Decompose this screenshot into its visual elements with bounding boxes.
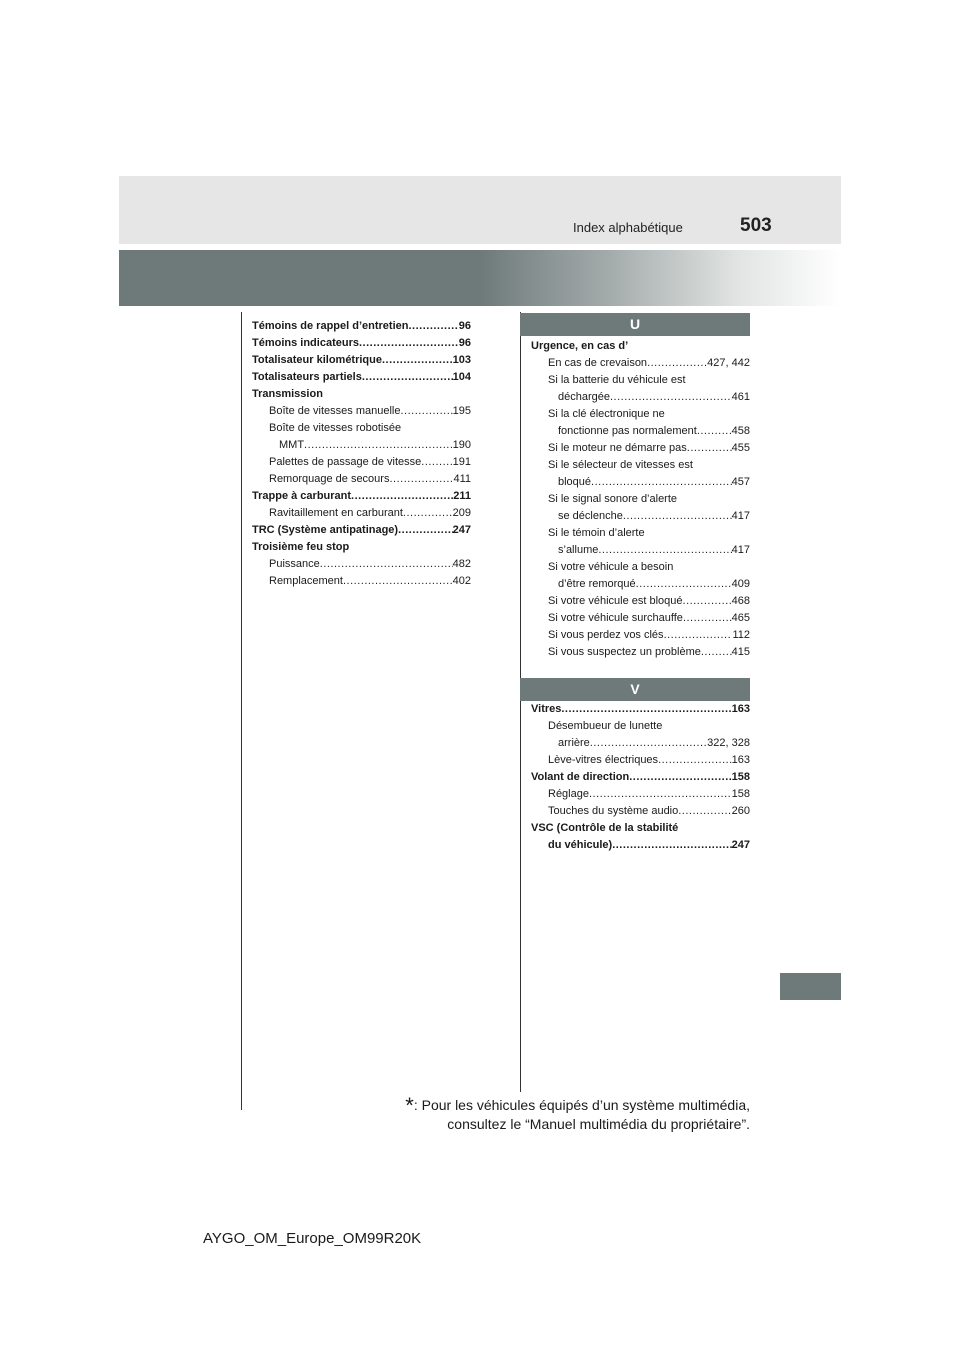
- index-entry: [531, 593, 750, 610]
- index-entry: [252, 420, 471, 437]
- index-entry-label: Si le témoin d’alerte: [548, 527, 645, 539]
- leader-dots: [664, 627, 733, 644]
- index-entry: [252, 556, 471, 573]
- index-entry-page: 247: [452, 524, 471, 536]
- index-entry-label: Trappe à carburant: [252, 490, 352, 502]
- index-entry-page: 465: [731, 612, 750, 624]
- index-entry-page: 417: [731, 544, 750, 556]
- section-title: Index alphabétique: [573, 220, 683, 235]
- index-entry-label: Remplacement: [269, 575, 343, 587]
- leader-dots: [697, 423, 732, 440]
- index-entry-label: du véhicule): [548, 839, 613, 851]
- index-entry: [252, 318, 471, 335]
- leader-dots: [683, 593, 732, 610]
- index-entry-page: 455: [731, 442, 750, 454]
- index-entry-page: 209: [452, 507, 471, 519]
- leader-dots: [636, 576, 732, 593]
- leader-dots: [590, 735, 707, 752]
- index-entry-label: Troisième feu stop: [252, 541, 350, 553]
- index-entry: [531, 423, 750, 440]
- index-entry-page: 163: [731, 703, 750, 715]
- index-entry-label: Urgence, en cas d’: [531, 340, 629, 352]
- leader-dots: [362, 369, 453, 386]
- leader-dots: [687, 440, 732, 457]
- index-entry: [531, 389, 750, 406]
- index-entry: [531, 406, 750, 423]
- footnote: [405, 1093, 750, 1134]
- index-entry-label: s’allume: [558, 544, 599, 556]
- index-entry-label: d’être remorqué: [558, 578, 636, 590]
- index-entry-label: TRC (Système antipatinage): [252, 524, 399, 536]
- index-entry-page: 260: [731, 805, 750, 817]
- right-column-rule: [520, 312, 521, 1092]
- page-number: 503: [740, 215, 772, 236]
- index-entry-label: Boîte de vitesses robotisée: [269, 422, 402, 434]
- leader-dots: [389, 471, 453, 488]
- index-column-v: [531, 701, 750, 854]
- index-entry: [252, 539, 471, 556]
- leader-dots: [658, 752, 732, 769]
- leader-dots: [403, 505, 453, 522]
- index-entry-page: 411: [453, 473, 471, 485]
- index-entry-label: Si la clé électronique ne: [548, 408, 665, 420]
- index-entry: [252, 488, 471, 505]
- leader-dots: [421, 454, 452, 471]
- leader-dots: [647, 355, 707, 372]
- leader-dots: [561, 701, 731, 718]
- index-entry-page: 195: [452, 405, 471, 417]
- index-entry: [531, 474, 750, 491]
- index-entry-page: 417: [731, 510, 750, 522]
- index-entry: [252, 352, 471, 369]
- leader-dots: [683, 610, 732, 627]
- index-column-u: [531, 338, 750, 661]
- leader-dots: [400, 403, 452, 420]
- index-entry-page: 190: [452, 439, 471, 451]
- footnote-line-2: consultez le “Manuel multimédia du propriétaire”.: [447, 1116, 750, 1132]
- left-column-rule: [241, 312, 242, 1110]
- index-entry-label: Si le sélecteur de vitesses est: [548, 459, 693, 471]
- index-entry-page: 96: [458, 320, 471, 332]
- index-entry-page: 427, 442: [707, 357, 750, 369]
- index-entry-page: 457: [731, 476, 750, 488]
- index-entry-page: 211: [453, 490, 471, 502]
- index-entry-label: Boîte de vitesses manuelle: [269, 405, 401, 417]
- leader-dots: [623, 508, 732, 525]
- index-entry-label: VSC (Contrôle de la stabilité: [531, 822, 679, 834]
- index-entry-label: Lève-vitres électriques: [548, 754, 659, 766]
- index-entry-label: Si votre véhicule surchauffe: [548, 612, 683, 624]
- index-entry: [531, 803, 750, 820]
- index-entry: [531, 355, 750, 372]
- leader-dots: [612, 837, 731, 854]
- index-entry-page: 415: [731, 646, 750, 658]
- index-entry-label: Si le signal sonore d’alerte: [548, 493, 678, 505]
- index-entry-page: 402: [452, 575, 471, 587]
- index-entry: [531, 644, 750, 661]
- index-entry: [531, 491, 750, 508]
- index-entry-label: Désembueur de lunette: [548, 720, 663, 732]
- index-entry-label: Remorquage de secours: [269, 473, 390, 485]
- index-entry: [531, 525, 750, 542]
- index-entry: [252, 573, 471, 590]
- leader-dots: [343, 573, 453, 590]
- leader-dots: [408, 318, 458, 335]
- index-entry-label: Si vous perdez vos clés: [548, 629, 664, 641]
- index-entry-page: 322, 328: [707, 737, 750, 749]
- index-entry-label: Témoins de rappel d’entretien: [252, 320, 409, 332]
- index-entry-label: En cas de crevaison: [548, 357, 648, 369]
- index-entry: [531, 508, 750, 525]
- index-entry-label: se déclenche: [558, 510, 623, 522]
- index-entry: [252, 471, 471, 488]
- index-entry-page: 112: [732, 629, 750, 641]
- footnote-line-1: : Pour les véhicules équipés d’un système multimédia,: [413, 1097, 750, 1113]
- index-entry-label: déchargée: [558, 391, 610, 403]
- index-entry-label: Si votre véhicule a besoin: [548, 561, 674, 573]
- index-entry-page: 482: [452, 558, 471, 570]
- index-entry-label: fonctionne pas normalement: [558, 425, 697, 437]
- index-entry: [252, 335, 471, 352]
- index-entry-page: 409: [731, 578, 750, 590]
- index-entry-label: Totalisateurs partiels: [252, 371, 362, 383]
- index-entry: [531, 701, 750, 718]
- index-entry: [531, 769, 750, 786]
- leader-dots: [351, 488, 453, 505]
- leader-dots: [398, 522, 453, 539]
- leader-dots: [701, 644, 732, 661]
- index-entry-label: bloqué: [558, 476, 592, 488]
- index-entry-page: 103: [452, 354, 471, 366]
- index-entry: [531, 338, 750, 355]
- header-bar: [119, 176, 841, 244]
- index-entry-page: 104: [452, 371, 471, 383]
- leader-dots: [320, 556, 453, 573]
- leader-dots: [678, 803, 731, 820]
- index-entry-page: 247: [731, 839, 750, 851]
- index-entry-label: Vitres: [531, 703, 562, 715]
- index-entry: [252, 403, 471, 420]
- index-entry-label: Témoins indicateurs: [252, 337, 359, 349]
- letter-heading-v: V: [520, 678, 750, 701]
- index-entry-page: 158: [731, 771, 750, 783]
- index-entry: [252, 505, 471, 522]
- index-entry-label: Puissance: [269, 558, 320, 570]
- index-entry-page: 468: [731, 595, 750, 607]
- index-entry: [252, 369, 471, 386]
- letter-heading-u: U: [520, 313, 750, 336]
- index-entry-label: Palettes de passage de vitesse: [269, 456, 422, 468]
- index-entry: [531, 627, 750, 644]
- index-entry: [531, 820, 750, 837]
- index-entry-label: Si votre véhicule est bloqué: [548, 595, 683, 607]
- index-column-left: [252, 318, 471, 590]
- leader-dots: [591, 474, 732, 491]
- index-entry-label: Transmission: [252, 388, 323, 400]
- index-entry-label: Totalisateur kilométrique: [252, 354, 382, 366]
- leader-dots: [359, 335, 459, 352]
- leader-dots: [598, 542, 731, 559]
- index-entry: [531, 752, 750, 769]
- index-entry-label: Réglage: [548, 788, 589, 800]
- leader-dots: [610, 389, 732, 406]
- index-entry-label: Touches du système audio: [548, 805, 679, 817]
- index-entry-page: 163: [731, 754, 750, 766]
- leader-dots: [589, 786, 732, 803]
- index-entry: [531, 440, 750, 457]
- index-entry-label: Ravitaillement en carburant: [269, 507, 403, 519]
- leader-dots: [629, 769, 731, 786]
- index-entry: [531, 372, 750, 389]
- header-gradient-band: [119, 250, 841, 306]
- index-entry: [252, 454, 471, 471]
- index-entry-label: Si le moteur ne démarre pas: [548, 442, 687, 454]
- leader-dots: [382, 352, 453, 369]
- index-entry: [531, 457, 750, 474]
- index-entry-label: Volant de direction: [531, 771, 630, 783]
- index-entry: [531, 718, 750, 735]
- index-entry: [531, 837, 750, 854]
- index-entry: [531, 576, 750, 593]
- index-entry-label: MMT: [279, 439, 305, 451]
- document-code: AYGO_OM_Europe_OM99R20K: [203, 1230, 422, 1247]
- index-entry: [531, 542, 750, 559]
- index-entry-page: 158: [731, 788, 750, 800]
- index-entry: [531, 735, 750, 752]
- index-entry: [531, 559, 750, 576]
- index-entry-label: arrière: [558, 737, 590, 749]
- index-entry: [252, 522, 471, 539]
- side-thumb-tab: [780, 973, 841, 1000]
- index-entry-label: Si vous suspectez un problème: [548, 646, 701, 658]
- index-entry: [531, 786, 750, 803]
- index-entry: [252, 386, 471, 403]
- footnote-asterisk: *: [405, 1093, 414, 1118]
- index-entry-page: 458: [731, 425, 750, 437]
- index-entry-page: 191: [452, 456, 471, 468]
- index-entry: [252, 437, 471, 454]
- index-entry-page: 461: [731, 391, 750, 403]
- index-entry-label: Si la batterie du véhicule est: [548, 374, 686, 386]
- index-entry-page: 96: [458, 337, 471, 349]
- leader-dots: [304, 437, 453, 454]
- index-entry: [531, 610, 750, 627]
